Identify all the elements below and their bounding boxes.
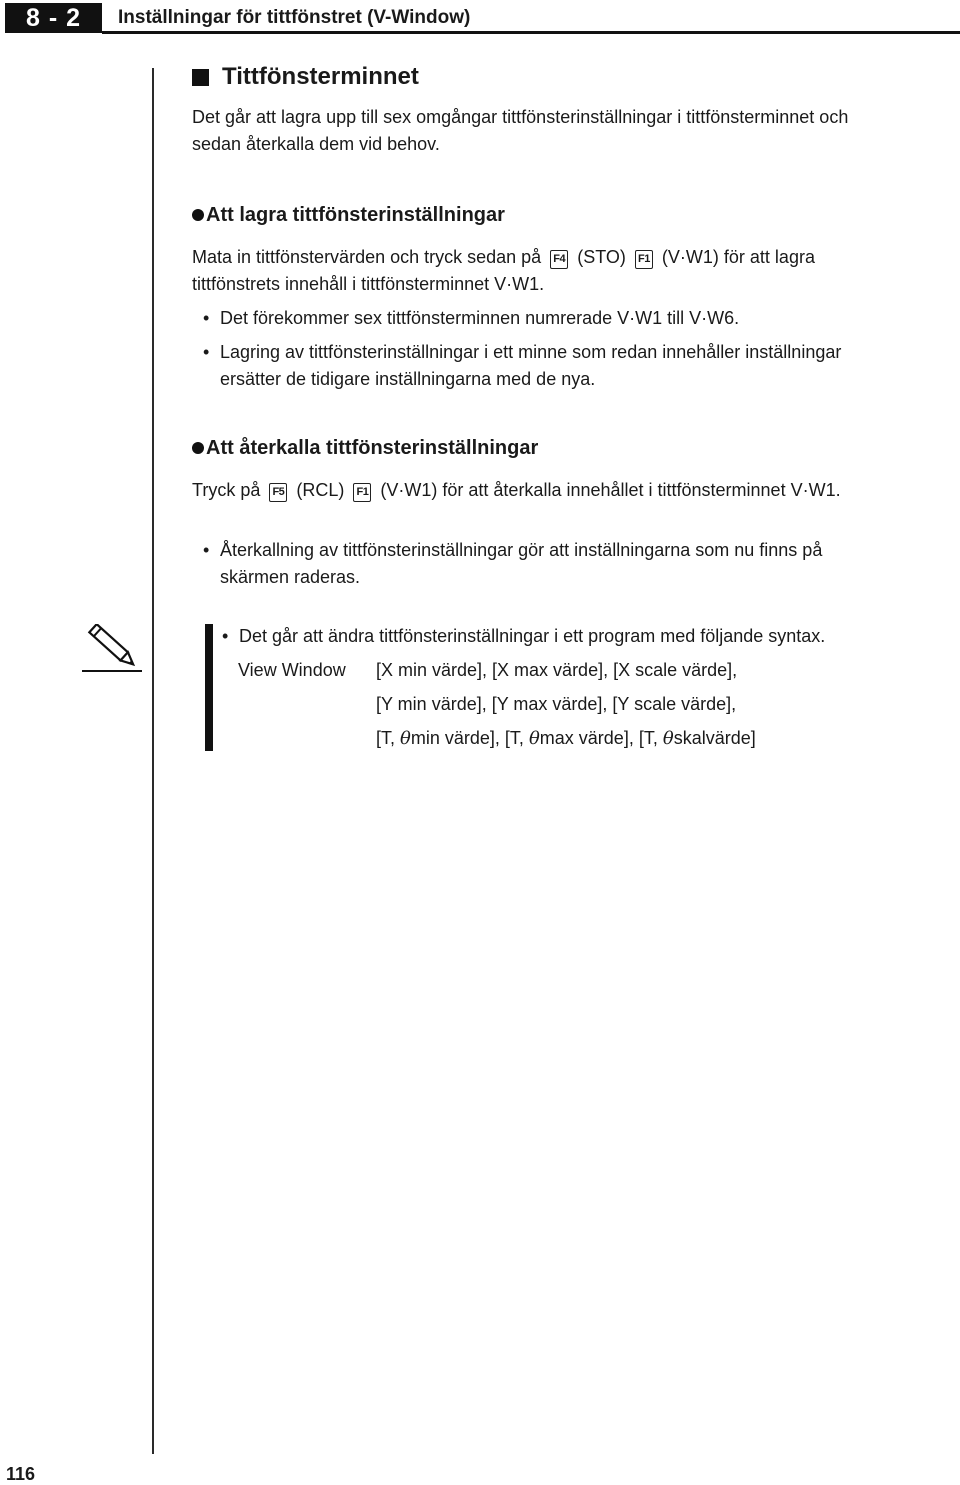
recall-bullet-1 <box>203 537 822 591</box>
page-number: 116 <box>6 1464 36 1484</box>
syntax-text: max värde], [T, <box>539 728 658 748</box>
recall-text-suffix: (V·W1) för att återkalla innehållet i tittfönsterminnet V·W1. <box>380 480 841 500</box>
bullet-text: Lagring av tittfönsterinställningar i ett minne som redan innehåller inställningar <box>220 342 842 362</box>
syntax-text: min värde], [T, <box>410 728 524 748</box>
syntax-line-1: [X min värde], [X max värde], [X scale värde], <box>376 660 738 680</box>
square-bullet-icon <box>192 69 209 86</box>
syntax-line-2: [Y min värde], [Y max värde], [Y scale värde], <box>376 694 737 714</box>
note-bullet <box>222 623 825 650</box>
syntax-text: [T, <box>376 728 396 748</box>
header-rule <box>102 31 960 34</box>
f5-key-icon: F5 <box>269 483 287 502</box>
bullet-text-cont: ersätter de tidigare inställningarna med de nya. <box>220 369 596 389</box>
intro-line-1: Det går att lagra upp till sex omgångar tittfönsterinställningar i tittfönsterminnet och <box>192 107 849 127</box>
bullet-text-cont: skärmen raderas. <box>220 567 361 587</box>
syntax-label: View Window <box>238 660 346 680</box>
pencil-icon <box>80 624 144 674</box>
page-header <box>0 0 960 36</box>
dot-bullet-icon <box>192 442 204 454</box>
dot-bullet-icon <box>192 209 204 221</box>
syntax-text: skalvärde] <box>673 728 756 748</box>
bullet-mark: • <box>222 626 229 646</box>
theta-symbol: θ <box>528 728 540 749</box>
store-heading <box>192 202 505 228</box>
page-title: Inställningar för tittfönstret (V-Window) <box>118 7 471 28</box>
bullet-text: Det förekommer sex tittfönsterminnen numrerade V·W1 till V·W6. <box>220 308 740 328</box>
store-heading-text: Att lagra tittfönsterinställningar <box>206 204 505 226</box>
f4-key-icon: F4 <box>550 250 568 269</box>
theta-symbol: θ <box>400 728 411 749</box>
store-bullet-1 <box>203 305 739 332</box>
section-heading <box>192 62 419 92</box>
section-heading-text: Tittfönsterminnet <box>222 63 419 90</box>
store-text-suffix: (V·W1) för att lagra <box>661 247 815 267</box>
rcl-label: (RCL) <box>296 480 345 500</box>
syntax-line-3 <box>376 725 756 752</box>
bullet-text: Det går att ändra tittfönsterinställningar i ett program med följande syntax. <box>239 626 826 646</box>
store-instruction-line-1 <box>192 244 815 271</box>
section-number-badge: 8 - 2 <box>5 3 102 33</box>
theta-symbol: θ <box>662 728 674 749</box>
recall-instruction <box>192 477 841 504</box>
f1-key-icon: F1 <box>635 250 653 269</box>
recall-heading-text: Att återkalla tittfönsterinställningar <box>206 437 539 459</box>
bullet-mark: • <box>203 308 210 328</box>
note-bar <box>205 624 213 751</box>
margin-rule <box>152 68 154 1454</box>
bullet-mark: • <box>203 540 210 560</box>
recall-text: Tryck på <box>192 480 261 500</box>
store-instruction-line-2: tittfönstrets innehåll i tittfönsterminnet V·W1. <box>192 274 545 294</box>
store-bullet-2 <box>203 339 841 393</box>
store-text: Mata in tittfönstervärden och tryck sedan på <box>192 247 542 267</box>
intro-line-2: sedan återkalla dem vid behov. <box>192 134 440 154</box>
recall-heading <box>192 435 538 461</box>
bullet-mark: • <box>203 342 210 362</box>
bullet-text: Återkallning av tittfönsterinställningar gör att inställningarna som nu finns på <box>220 540 823 560</box>
f1-key-icon: F1 <box>353 483 371 502</box>
sto-label: (STO) <box>577 247 626 267</box>
